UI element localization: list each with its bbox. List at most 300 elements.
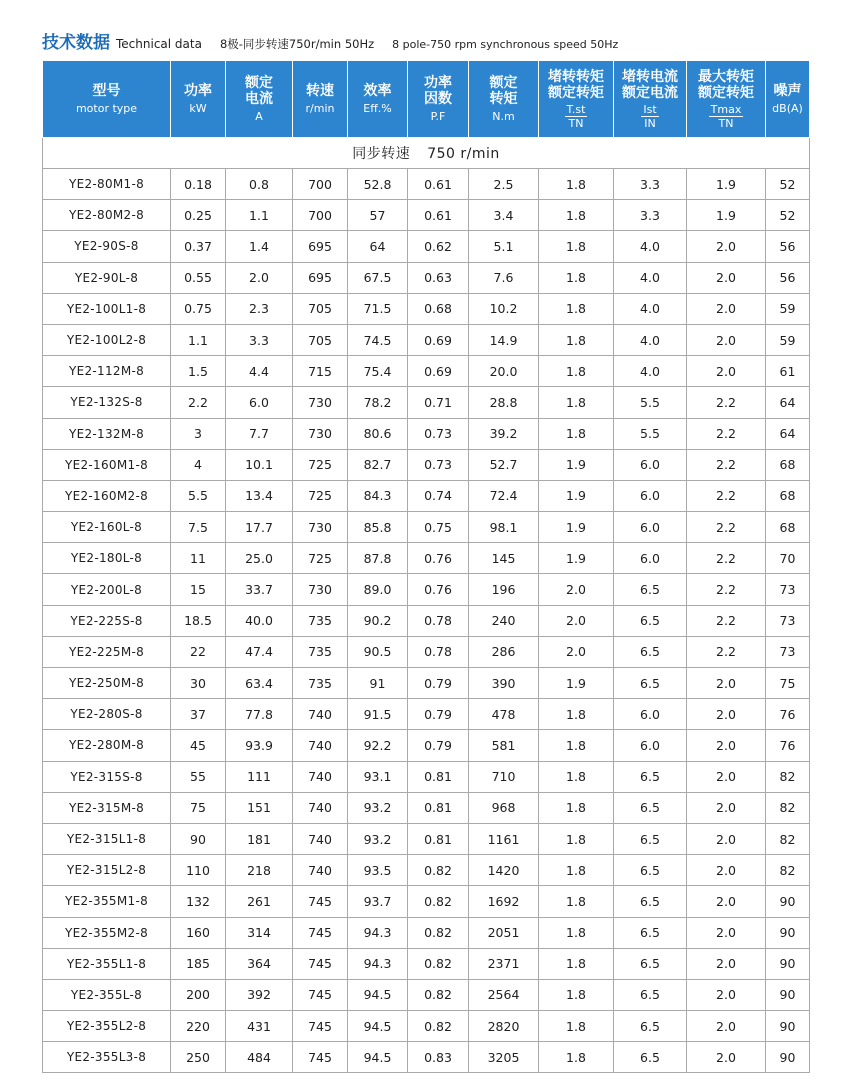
cell-tmax-tn: 2.0 — [687, 761, 766, 792]
cell-power-factor: 0.82 — [408, 855, 469, 886]
table-row — [43, 1042, 810, 1073]
cell-rated-torque: 710 — [469, 761, 539, 792]
cell-current-a: 33.7 — [226, 574, 293, 605]
cell-speed-rpm: 730 — [293, 418, 348, 449]
cell-current-a: 218 — [226, 855, 293, 886]
cell-power-kw: 110 — [171, 855, 226, 886]
cell-speed-rpm: 740 — [293, 699, 348, 730]
cell-efficiency: 52.8 — [348, 169, 408, 200]
cell-speed-rpm: 700 — [293, 169, 348, 200]
cell-noise-db: 73 — [766, 605, 810, 636]
cell-tst-tn: 1.9 — [539, 668, 614, 699]
cell-rated-torque: 968 — [469, 792, 539, 823]
cell-current-a: 392 — [226, 979, 293, 1010]
cell-noise-db: 52 — [766, 169, 810, 200]
table-row — [43, 262, 810, 293]
cell-rated-torque: 2.5 — [469, 169, 539, 200]
cell-power-factor: 0.82 — [408, 886, 469, 917]
cell-tmax-tn: 2.2 — [687, 387, 766, 418]
cell-speed-rpm: 695 — [293, 262, 348, 293]
cell-power-factor: 0.79 — [408, 699, 469, 730]
page-title — [42, 28, 618, 58]
cell-speed-rpm: 740 — [293, 761, 348, 792]
cell-ist-in: 6.5 — [614, 855, 687, 886]
cell-speed-rpm: 725 — [293, 449, 348, 480]
table-row — [43, 293, 810, 324]
cell-power-kw: 185 — [171, 948, 226, 979]
cell-model: YE2-90S-8 — [43, 231, 171, 262]
cell-tst-tn: 1.8 — [539, 293, 614, 324]
cell-current-a: 3.3 — [226, 324, 293, 355]
cell-ist-in: 6.5 — [614, 979, 687, 1010]
cell-ist-in: 6.0 — [614, 480, 687, 511]
cell-speed-rpm: 735 — [293, 668, 348, 699]
cell-tst-tn: 1.8 — [539, 979, 614, 1010]
cell-efficiency: 64 — [348, 231, 408, 262]
table-row — [43, 948, 810, 979]
cell-efficiency: 94.3 — [348, 948, 408, 979]
cell-tst-tn: 1.8 — [539, 761, 614, 792]
cell-power-factor: 0.82 — [408, 948, 469, 979]
cell-tmax-tn: 2.2 — [687, 605, 766, 636]
cell-noise-db: 82 — [766, 761, 810, 792]
cell-power-factor: 0.83 — [408, 1042, 469, 1073]
cell-tmax-tn: 2.0 — [687, 1042, 766, 1073]
cell-efficiency: 93.5 — [348, 855, 408, 886]
cell-rated-torque: 7.6 — [469, 262, 539, 293]
cell-power-kw: 0.75 — [171, 293, 226, 324]
cell-speed-rpm: 705 — [293, 324, 348, 355]
cell-current-a: 431 — [226, 1011, 293, 1042]
table-row — [43, 324, 810, 355]
cell-ist-in: 6.5 — [614, 636, 687, 667]
cell-rated-torque: 10.2 — [469, 293, 539, 324]
cell-tmax-tn: 2.2 — [687, 636, 766, 667]
cell-ist-in: 6.0 — [614, 699, 687, 730]
cell-power-factor: 0.82 — [408, 917, 469, 948]
table-row — [43, 480, 810, 511]
cell-rated-torque: 5.1 — [469, 231, 539, 262]
header-locked-rotor-current: 堵转电流 额定电流 Ist IN — [614, 61, 687, 138]
cell-power-factor: 0.81 — [408, 792, 469, 823]
title-spec-en: 8 pole-750 rpm synchronous speed 50Hz — [392, 38, 619, 51]
cell-tmax-tn: 2.0 — [687, 324, 766, 355]
cell-efficiency: 85.8 — [348, 512, 408, 543]
cell-power-kw: 15 — [171, 574, 226, 605]
sync-speed-label: 同步转速 — [352, 146, 411, 162]
cell-power-factor: 0.61 — [408, 200, 469, 231]
cell-efficiency: 93.2 — [348, 792, 408, 823]
cell-current-a: 181 — [226, 823, 293, 854]
cell-efficiency: 94.3 — [348, 917, 408, 948]
cell-noise-db: 90 — [766, 1042, 810, 1073]
header-power-factor: 功率 因数 P.F — [408, 61, 469, 138]
cell-noise-db: 82 — [766, 792, 810, 823]
table-row — [43, 917, 810, 948]
cell-power-kw: 90 — [171, 823, 226, 854]
cell-current-a: 2.3 — [226, 293, 293, 324]
table-row — [43, 231, 810, 262]
cell-rated-torque: 240 — [469, 605, 539, 636]
cell-tmax-tn: 2.0 — [687, 823, 766, 854]
cell-model: YE2-132S-8 — [43, 387, 171, 418]
cell-efficiency: 94.5 — [348, 1042, 408, 1073]
cell-noise-db: 76 — [766, 699, 810, 730]
cell-rated-torque: 390 — [469, 668, 539, 699]
table-row — [43, 636, 810, 667]
cell-current-a: 77.8 — [226, 699, 293, 730]
table-row — [43, 512, 810, 543]
cell-tst-tn: 1.8 — [539, 418, 614, 449]
cell-current-a: 4.4 — [226, 356, 293, 387]
cell-ist-in: 6.0 — [614, 449, 687, 480]
table-row — [43, 169, 810, 200]
cell-speed-rpm: 695 — [293, 231, 348, 262]
cell-model: YE2-315M-8 — [43, 792, 171, 823]
cell-speed-rpm: 745 — [293, 886, 348, 917]
cell-ist-in: 4.0 — [614, 324, 687, 355]
cell-power-kw: 37 — [171, 699, 226, 730]
cell-efficiency: 89.0 — [348, 574, 408, 605]
cell-power-kw: 1.5 — [171, 356, 226, 387]
table-row — [43, 605, 810, 636]
cell-model: YE2-280S-8 — [43, 699, 171, 730]
cell-power-factor: 0.73 — [408, 449, 469, 480]
cell-power-kw: 132 — [171, 886, 226, 917]
cell-efficiency: 90.5 — [348, 636, 408, 667]
cell-power-kw: 45 — [171, 730, 226, 761]
cell-tst-tn: 1.8 — [539, 917, 614, 948]
cell-ist-in: 6.0 — [614, 512, 687, 543]
cell-tst-tn: 1.8 — [539, 169, 614, 200]
cell-model: YE2-100L2-8 — [43, 324, 171, 355]
table-row — [43, 200, 810, 231]
cell-power-factor: 0.69 — [408, 324, 469, 355]
sync-speed-cell — [43, 138, 810, 169]
sync-speed-row — [43, 138, 810, 169]
cell-current-a: 10.1 — [226, 449, 293, 480]
cell-speed-rpm: 715 — [293, 356, 348, 387]
cell-model: YE2-315L1-8 — [43, 823, 171, 854]
cell-efficiency: 78.2 — [348, 387, 408, 418]
cell-model: YE2-355L3-8 — [43, 1042, 171, 1073]
cell-efficiency: 93.1 — [348, 761, 408, 792]
cell-speed-rpm: 735 — [293, 636, 348, 667]
cell-efficiency: 75.4 — [348, 356, 408, 387]
cell-efficiency: 57 — [348, 200, 408, 231]
cell-rated-torque: 52.7 — [469, 449, 539, 480]
cell-noise-db: 90 — [766, 917, 810, 948]
cell-efficiency: 71.5 — [348, 293, 408, 324]
cell-rated-torque: 72.4 — [469, 480, 539, 511]
cell-ist-in: 5.5 — [614, 387, 687, 418]
cell-power-factor: 0.62 — [408, 231, 469, 262]
cell-power-kw: 200 — [171, 979, 226, 1010]
cell-efficiency: 94.5 — [348, 1011, 408, 1042]
cell-model: YE2-132M-8 — [43, 418, 171, 449]
cell-speed-rpm: 740 — [293, 855, 348, 886]
cell-tmax-tn: 2.2 — [687, 449, 766, 480]
cell-ist-in: 6.5 — [614, 917, 687, 948]
cell-tst-tn: 1.8 — [539, 730, 614, 761]
cell-tst-tn: 1.8 — [539, 356, 614, 387]
sync-speed-value: 750 r/min — [427, 146, 500, 162]
cell-current-a: 151 — [226, 792, 293, 823]
cell-power-factor: 0.82 — [408, 1011, 469, 1042]
cell-speed-rpm: 725 — [293, 480, 348, 511]
cell-current-a: 6.0 — [226, 387, 293, 418]
cell-model: YE2-100L1-8 — [43, 293, 171, 324]
cell-power-kw: 160 — [171, 917, 226, 948]
cell-current-a: 484 — [226, 1042, 293, 1073]
table-row — [43, 574, 810, 605]
cell-tst-tn: 2.0 — [539, 605, 614, 636]
cell-ist-in: 6.5 — [614, 792, 687, 823]
cell-power-factor: 0.75 — [408, 512, 469, 543]
cell-power-kw: 22 — [171, 636, 226, 667]
cell-efficiency: 80.6 — [348, 418, 408, 449]
header-speed: 转速 r/min — [293, 61, 348, 138]
header-noise: 噪声 dB(A) — [766, 61, 810, 138]
cell-model: YE2-355M1-8 — [43, 886, 171, 917]
table-row — [43, 730, 810, 761]
header-rated-torque: 额定 转矩 N.m — [469, 61, 539, 138]
cell-power-kw: 75 — [171, 792, 226, 823]
cell-noise-db: 75 — [766, 668, 810, 699]
cell-model: YE2-90L-8 — [43, 262, 171, 293]
cell-ist-in: 6.5 — [614, 886, 687, 917]
cell-noise-db: 82 — [766, 823, 810, 854]
cell-ist-in: 6.5 — [614, 605, 687, 636]
table-row — [43, 699, 810, 730]
cell-speed-rpm: 730 — [293, 387, 348, 418]
cell-noise-db: 82 — [766, 855, 810, 886]
cell-model: YE2-315S-8 — [43, 761, 171, 792]
cell-current-a: 25.0 — [226, 543, 293, 574]
cell-ist-in: 6.0 — [614, 730, 687, 761]
cell-power-kw: 55 — [171, 761, 226, 792]
cell-model: YE2-280M-8 — [43, 730, 171, 761]
cell-efficiency: 93.7 — [348, 886, 408, 917]
cell-rated-torque: 1161 — [469, 823, 539, 854]
cell-power-factor: 0.78 — [408, 605, 469, 636]
cell-noise-db: 76 — [766, 730, 810, 761]
cell-speed-rpm: 745 — [293, 948, 348, 979]
cell-rated-torque: 1420 — [469, 855, 539, 886]
cell-power-factor: 0.74 — [408, 480, 469, 511]
cell-rated-torque: 20.0 — [469, 356, 539, 387]
cell-noise-db: 64 — [766, 418, 810, 449]
cell-current-a: 13.4 — [226, 480, 293, 511]
cell-power-factor: 0.79 — [408, 668, 469, 699]
cell-rated-torque: 2051 — [469, 917, 539, 948]
cell-tst-tn: 1.9 — [539, 449, 614, 480]
cell-rated-torque: 98.1 — [469, 512, 539, 543]
cell-tst-tn: 1.9 — [539, 480, 614, 511]
cell-noise-db: 90 — [766, 979, 810, 1010]
cell-rated-torque: 581 — [469, 730, 539, 761]
cell-speed-rpm: 740 — [293, 823, 348, 854]
cell-tmax-tn: 2.0 — [687, 699, 766, 730]
cell-model: YE2-80M2-8 — [43, 200, 171, 231]
cell-current-a: 1.4 — [226, 231, 293, 262]
header-power: 功率 kW — [171, 61, 226, 138]
table-row — [43, 979, 810, 1010]
cell-tst-tn: 1.8 — [539, 1042, 614, 1073]
cell-tst-tn: 1.8 — [539, 262, 614, 293]
header-row — [43, 61, 810, 138]
cell-power-kw: 0.37 — [171, 231, 226, 262]
cell-current-a: 2.0 — [226, 262, 293, 293]
cell-speed-rpm: 745 — [293, 1011, 348, 1042]
cell-model: YE2-355M2-8 — [43, 917, 171, 948]
title-spec-cn: 8极-同步转速750r/min 50Hz — [219, 37, 375, 51]
cell-ist-in: 6.5 — [614, 668, 687, 699]
cell-noise-db: 68 — [766, 480, 810, 511]
cell-rated-torque: 2564 — [469, 979, 539, 1010]
cell-efficiency: 91.5 — [348, 699, 408, 730]
cell-power-factor: 0.76 — [408, 543, 469, 574]
cell-model: YE2-160M1-8 — [43, 449, 171, 480]
cell-noise-db: 52 — [766, 200, 810, 231]
cell-speed-rpm: 730 — [293, 512, 348, 543]
cell-tmax-tn: 1.9 — [687, 169, 766, 200]
table-row — [43, 1011, 810, 1042]
cell-ist-in: 6.5 — [614, 1042, 687, 1073]
header-locked-rotor-torque: 堵转转矩 额定转矩 T.st TN — [539, 61, 614, 138]
cell-power-kw: 250 — [171, 1042, 226, 1073]
cell-current-a: 40.0 — [226, 605, 293, 636]
cell-power-factor: 0.78 — [408, 636, 469, 667]
cell-ist-in: 6.5 — [614, 823, 687, 854]
cell-model: YE2-225M-8 — [43, 636, 171, 667]
cell-current-a: 17.7 — [226, 512, 293, 543]
cell-power-kw: 11 — [171, 543, 226, 574]
cell-speed-rpm: 735 — [293, 605, 348, 636]
cell-noise-db: 56 — [766, 262, 810, 293]
cell-tst-tn: 1.8 — [539, 1011, 614, 1042]
cell-speed-rpm: 740 — [293, 730, 348, 761]
cell-model: YE2-315L2-8 — [43, 855, 171, 886]
cell-noise-db: 90 — [766, 1011, 810, 1042]
cell-speed-rpm: 745 — [293, 1042, 348, 1073]
cell-efficiency: 74.5 — [348, 324, 408, 355]
cell-power-kw: 1.1 — [171, 324, 226, 355]
title-cn: 技术数据 — [42, 33, 110, 53]
cell-tmax-tn: 2.0 — [687, 948, 766, 979]
cell-tst-tn: 2.0 — [539, 636, 614, 667]
cell-power-kw: 0.18 — [171, 169, 226, 200]
table-row — [43, 855, 810, 886]
cell-current-a: 63.4 — [226, 668, 293, 699]
cell-tst-tn: 2.0 — [539, 574, 614, 605]
cell-rated-torque: 3205 — [469, 1042, 539, 1073]
cell-ist-in: 4.0 — [614, 356, 687, 387]
cell-tst-tn: 1.8 — [539, 886, 614, 917]
cell-efficiency: 90.2 — [348, 605, 408, 636]
cell-power-kw: 2.2 — [171, 387, 226, 418]
cell-tmax-tn: 2.2 — [687, 543, 766, 574]
cell-ist-in: 6.5 — [614, 948, 687, 979]
cell-ist-in: 4.0 — [614, 262, 687, 293]
header-breakdown-torque: 最大转矩 额定转矩 Tmax TN — [687, 61, 766, 138]
cell-efficiency: 84.3 — [348, 480, 408, 511]
cell-tst-tn: 1.8 — [539, 231, 614, 262]
cell-noise-db: 59 — [766, 293, 810, 324]
cell-tmax-tn: 2.0 — [687, 356, 766, 387]
cell-power-kw: 18.5 — [171, 605, 226, 636]
cell-noise-db: 68 — [766, 512, 810, 543]
cell-power-factor: 0.81 — [408, 761, 469, 792]
cell-efficiency: 94.5 — [348, 979, 408, 1010]
cell-tmax-tn: 2.0 — [687, 979, 766, 1010]
cell-model: YE2-355L1-8 — [43, 948, 171, 979]
cell-ist-in: 3.3 — [614, 169, 687, 200]
cell-tmax-tn: 2.0 — [687, 668, 766, 699]
cell-ist-in: 4.0 — [614, 231, 687, 262]
cell-tmax-tn: 2.0 — [687, 792, 766, 823]
cell-speed-rpm: 725 — [293, 543, 348, 574]
cell-power-factor: 0.79 — [408, 730, 469, 761]
cell-model: YE2-355L-8 — [43, 979, 171, 1010]
cell-tmax-tn: 2.0 — [687, 1011, 766, 1042]
cell-speed-rpm: 700 — [293, 200, 348, 231]
cell-power-kw: 5.5 — [171, 480, 226, 511]
cell-power-factor: 0.61 — [408, 169, 469, 200]
cell-tst-tn: 1.8 — [539, 200, 614, 231]
cell-efficiency: 93.2 — [348, 823, 408, 854]
cell-model: YE2-80M1-8 — [43, 169, 171, 200]
cell-power-factor: 0.76 — [408, 574, 469, 605]
cell-noise-db: 73 — [766, 574, 810, 605]
cell-current-a: 314 — [226, 917, 293, 948]
cell-noise-db: 70 — [766, 543, 810, 574]
table-row — [43, 886, 810, 917]
cell-tst-tn: 1.8 — [539, 324, 614, 355]
cell-noise-db: 64 — [766, 387, 810, 418]
cell-ist-in: 6.5 — [614, 761, 687, 792]
cell-tmax-tn: 2.0 — [687, 730, 766, 761]
cell-tst-tn: 1.8 — [539, 948, 614, 979]
cell-power-factor: 0.71 — [408, 387, 469, 418]
cell-power-kw: 7.5 — [171, 512, 226, 543]
cell-tmax-tn: 2.2 — [687, 418, 766, 449]
cell-tmax-tn: 2.0 — [687, 231, 766, 262]
table-row — [43, 449, 810, 480]
cell-tmax-tn: 2.0 — [687, 293, 766, 324]
cell-current-a: 93.9 — [226, 730, 293, 761]
cell-model: YE2-250M-8 — [43, 668, 171, 699]
cell-power-kw: 3 — [171, 418, 226, 449]
cell-tst-tn: 1.8 — [539, 387, 614, 418]
cell-ist-in: 3.3 — [614, 200, 687, 231]
cell-tmax-tn: 2.0 — [687, 262, 766, 293]
cell-speed-rpm: 705 — [293, 293, 348, 324]
cell-noise-db: 59 — [766, 324, 810, 355]
cell-rated-torque: 14.9 — [469, 324, 539, 355]
cell-efficiency: 87.8 — [348, 543, 408, 574]
table-row — [43, 387, 810, 418]
cell-rated-torque: 2820 — [469, 1011, 539, 1042]
cell-tmax-tn: 2.2 — [687, 480, 766, 511]
technical-data-table — [42, 60, 810, 1073]
cell-rated-torque: 3.4 — [469, 200, 539, 231]
cell-noise-db: 90 — [766, 948, 810, 979]
cell-model: YE2-355L2-8 — [43, 1011, 171, 1042]
cell-model: YE2-160L-8 — [43, 512, 171, 543]
cell-tst-tn: 1.8 — [539, 855, 614, 886]
cell-current-a: 261 — [226, 886, 293, 917]
